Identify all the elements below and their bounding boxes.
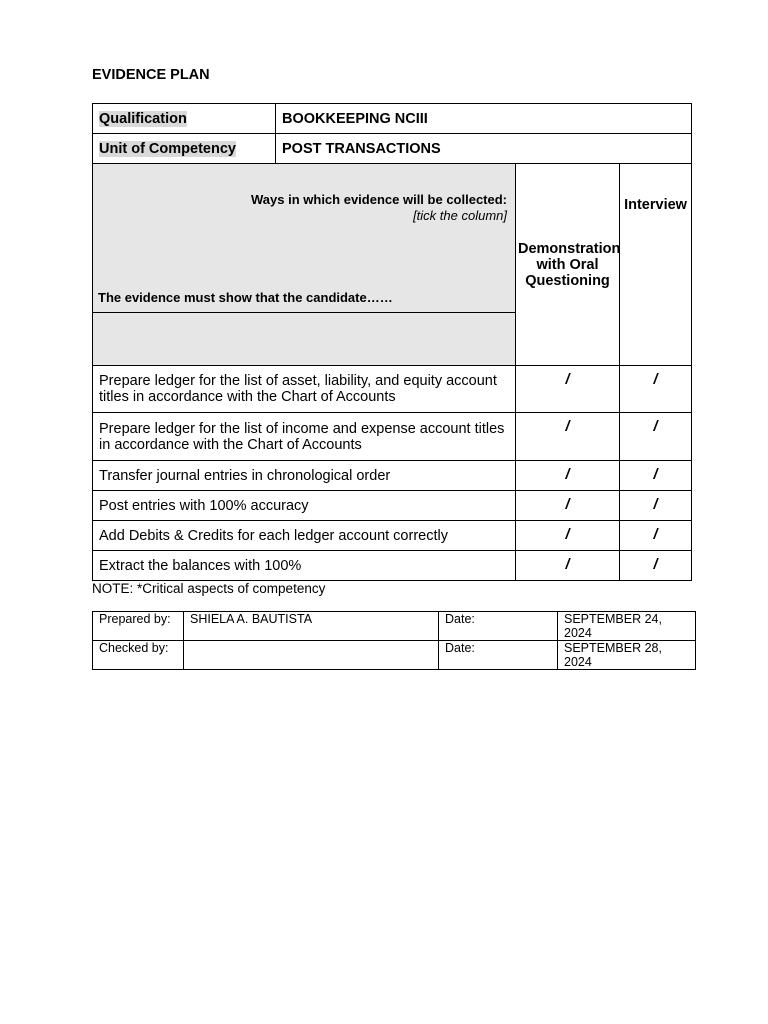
unit-label-cell [93, 134, 276, 164]
demo-tick: / [516, 521, 620, 551]
interview-tick: / [620, 521, 692, 551]
interview-tick: / [620, 491, 692, 521]
interview-tick: / [620, 413, 692, 461]
interview-tick: / [620, 551, 692, 581]
criterion-text: Prepare ledger for the list of asset, liability, and equity account titles in accordance with the Chart of Accounts [93, 366, 516, 413]
signoff-table [92, 611, 696, 670]
qualification-label: Qualification [99, 110, 187, 127]
interview-tick: / [620, 461, 692, 491]
criterion-text: Prepare ledger for the list of income and expense account titles in accordance with the Chart of Accounts [93, 413, 516, 461]
methods-header-row [93, 164, 692, 313]
evidence-plan-table [92, 103, 692, 581]
qualification-row [93, 104, 692, 134]
checked-name [184, 641, 439, 670]
checked-date-label: Date: [439, 641, 558, 670]
demo-tick: / [516, 366, 620, 413]
checked-label: Checked by: [93, 641, 184, 670]
criterion-row [93, 413, 692, 461]
prepared-row [93, 612, 696, 641]
demo-tick: / [516, 551, 620, 581]
ways-cell [93, 164, 516, 313]
qualification-value: BOOKKEEPING NCIII [276, 104, 692, 134]
tick-instruction: [tick the column] [413, 207, 507, 223]
criterion-row [93, 551, 692, 581]
criterion-row [93, 461, 692, 491]
ways-text [251, 192, 507, 223]
interview-tick: / [620, 366, 692, 413]
demo-tick: / [516, 413, 620, 461]
prepared-date-label: Date: [439, 612, 558, 641]
critical-aspects-note: NOTE: *Critical aspects of competency [92, 581, 326, 596]
evidence-blank-cell [93, 313, 516, 366]
checked-date: SEPTEMBER 28, 2024 [558, 641, 696, 670]
evidence-label: The evidence must show that the candidate…… [98, 290, 393, 305]
unit-row [93, 134, 692, 164]
criterion-row [93, 521, 692, 551]
criterion-text: Extract the balances with 100% [93, 551, 516, 581]
checked-row [93, 641, 696, 670]
prepared-label: Prepared by: [93, 612, 184, 641]
interview-column-header: Interview [620, 164, 692, 366]
unit-label: Unit of Competency [99, 140, 236, 157]
demo-tick: / [516, 491, 620, 521]
criterion-text: Post entries with 100% accuracy [93, 491, 516, 521]
criterion-row [93, 366, 692, 413]
criterion-text: Add Debits & Credits for each ledger account correctly [93, 521, 516, 551]
prepared-date: SEPTEMBER 24, 2024 [558, 612, 696, 641]
criterion-row [93, 491, 692, 521]
qualification-label-cell [93, 104, 276, 134]
prepared-name: SHIELA A. BAUTISTA [184, 612, 439, 641]
ways-heading: Ways in which evidence will be collected: [251, 192, 507, 207]
criterion-text: Transfer journal entries in chronological order [93, 461, 516, 491]
page-title: EVIDENCE PLAN [92, 67, 210, 83]
demo-tick: / [516, 461, 620, 491]
demonstration-column-header: Demonstration with Oral Questioning [516, 164, 620, 366]
unit-value: POST TRANSACTIONS [276, 134, 692, 164]
